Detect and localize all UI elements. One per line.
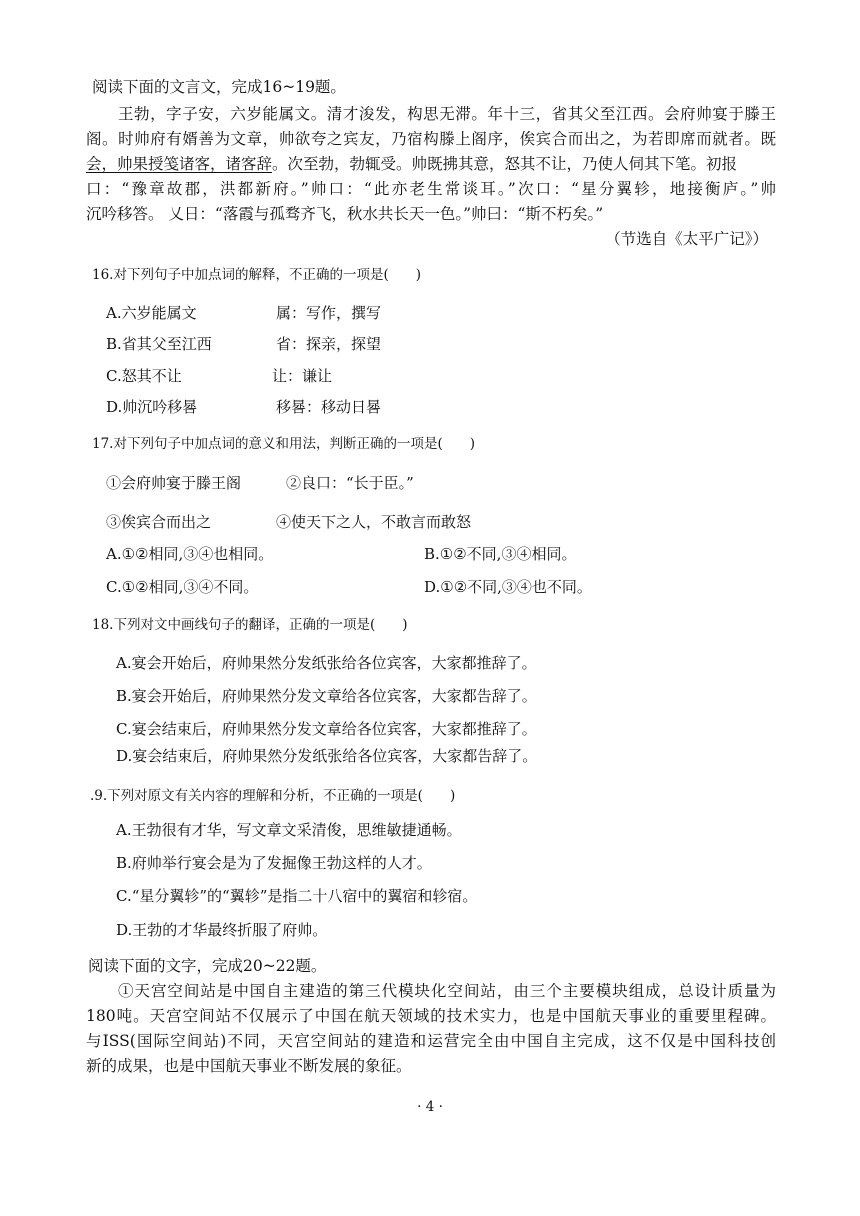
passage-line-2 [86, 129, 776, 149]
passage-text: 。次至勃，勃辄受。帅既拂其意，怒其不让，乃使人伺其下笔。初报 [272, 155, 738, 173]
passage-source: （节选自《太平广记》） [605, 230, 768, 248]
modern-line-3 [86, 1031, 776, 1051]
q17-stem: 17.对下列句子中加点词的意义和用法，判断正确的一项是( ) [92, 436, 476, 452]
q17-option-d: D.①②不同,③④也不同。 [424, 578, 592, 596]
q19-option-a: A.王勃很有才华，写文章文采清俊，思维敏捷通畅。 [116, 821, 462, 839]
q16-gloss-b: 省：探亲，探望 [276, 335, 382, 353]
q18-option-d: D.宴会结束后，府帅果然分发纸张给各位宾客，大家都告辞了。 [116, 747, 538, 765]
passage-text: 阁。时帅府有婿善为文章，帅欲夸之宾友，乃宿构滕上阁序，俟宾合而出之，为若即席而就者。既 [86, 130, 776, 148]
q18-option-c: C.宴会结束后，府帅果然分发文章给各位宾客，大家都推辞了。 [116, 720, 537, 738]
modern-line-4: 新的成果，也是中国航天事业不断发展的象征。 [86, 1057, 412, 1075]
modern-line-1 [86, 981, 776, 1001]
q19-option-b: B.府帅举行宴会是为了发掘像王勃这样的人才。 [116, 854, 432, 872]
q17-sentence-2: ②良口：“长于臣。” [286, 474, 414, 492]
q17-sentence-4: ④使天下之人，不敢言而敢怒 [276, 513, 472, 531]
q16-option-d: D.帅沉吟移晷 [106, 398, 198, 416]
passage-line-5: 沉吟移答。 乂日：“落霞与孤骛齐飞，秋水共长天一色。”帅曰：“斯不朽矣。” [86, 205, 604, 223]
passage-text: 王勃，字子安，六岁能属文。清才浚发，构思无滞。年十三，省其父至江西。会府帅宴于滕王 [118, 105, 776, 123]
modern-text: 与ISS(国际空间站)不同，天宫空间站的建造和运营完全由中国自主完成，这不仅是中国科技创 [86, 1032, 776, 1050]
q18-option-b: B.宴会开始后，府帅果然分发文章给各位宾客，大家都告辞了。 [116, 687, 537, 705]
q16-gloss-c: 让：谦让 [272, 367, 333, 385]
modern-intro: 阅读下面的文字，完成20~22题。 [88, 957, 327, 975]
modern-text: ①天宫空间站是中国自主建造的第三代模块化空间站，由三个主要模块组成，总设计质量为 [118, 982, 776, 1000]
q16-option-c: C.怒其不让 [106, 367, 182, 385]
q16-option-a: A.六岁能属文 [106, 304, 197, 322]
passage-line-1 [86, 104, 776, 124]
q17-sentence-1: ①会府帅宴于滕王阁 [106, 474, 242, 492]
q17-sentence-3: ③俟宾合而出之 [106, 513, 212, 531]
q19-option-c: C.“星分翼轸”的“翼轸”是指二十八宿中的翼宿和轸宿。 [116, 887, 478, 905]
modern-line-2 [86, 1006, 776, 1026]
q16-option-b: B.省其父至江西 [106, 335, 212, 353]
passage-line-4 [86, 179, 776, 199]
page-number: · 4 · [417, 1099, 443, 1115]
q17-option-b: B.①②不同,③④相同。 [424, 545, 577, 563]
q18-stem: 18.下列对文中画线句子的翻译，正确的一项是( ) [92, 617, 408, 633]
q16-gloss-a: 属：写作，撰写 [276, 304, 382, 322]
modern-text: 180吨。天宫空间站不仅展示了中国在航天领域的技术实力，也是中国航天事业的重要里程碑。 [86, 1007, 776, 1025]
q16-gloss-d: 移晷：移动日晷 [276, 398, 382, 416]
underlined-sentence: 会，帅果授笺诸客，诸客辞 [86, 155, 273, 173]
passage-intro: 阅读下面的文言文，完成16~19题。 [92, 78, 346, 96]
passage-line-3 [86, 154, 776, 174]
q17-option-c: C.①②相同,③④不同。 [106, 578, 259, 596]
q19-option-d: D.王勃的才华最终折服了府帅。 [116, 921, 328, 939]
q19-stem: .9.下列对原文有关内容的理解和分析，不正确的一项是( ) [90, 788, 456, 804]
passage-text: 口：“豫章故郡，洪都新府。”帅口：“此亦老生常谈耳。”次口：“星分翼轸，地接衡庐。”帅 [86, 180, 776, 198]
q18-option-a: A.宴会开始后，府帅果然分发纸张给各位宾客，大家都推辞了。 [116, 654, 537, 672]
q16-stem: 16.对下列句子中加点词的解释，不正确的一项是( ) [92, 267, 422, 283]
q17-option-a: A.①②相同,③④也相同。 [106, 545, 274, 563]
